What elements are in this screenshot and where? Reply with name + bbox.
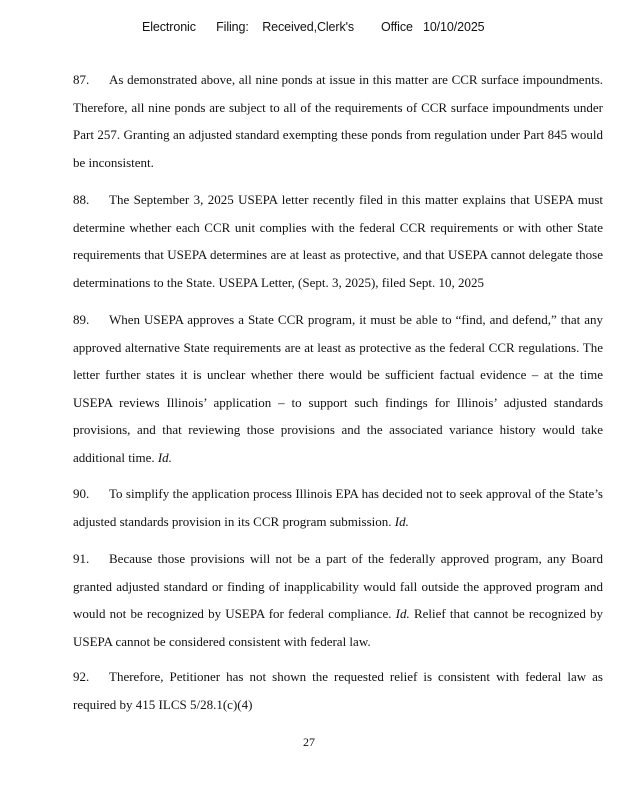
paragraph-text-continued: Relief that cannot be recognized by USEPA cannot be considered consistent with federal law. [73, 606, 604, 649]
paragraph-89 [73, 306, 603, 471]
paragraph-text: Because those provisions will not be a part of the federally approved program, any Board granted adjusted standard or finding of inapplicability would fall outside the approved program and would not be recognized by USEPA for federal compliance. [73, 551, 603, 621]
paragraph-number: 87. [73, 72, 90, 87]
paragraph-text: To simplify the application process Illinois EPA has decided not to seek approval of the State’s adjusted standards provision in its CCR program submission. [73, 486, 603, 529]
page-number: 27 [303, 735, 315, 749]
paragraph-text: As demonstrated above, all nine ponds at issue in this matter are CCR surface impoundments. Therefore, all nine ponds are subject to all of the requirements of CCR surface impoundments under Part 257. Granting an adjusted standard exempting these ponds from regulation under Part 845 would be inconsistent. [73, 72, 603, 170]
paragraph-number: 90. [73, 486, 90, 501]
citation-id: Id. [157, 449, 172, 465]
paragraph-number: 89. [73, 312, 90, 327]
paragraph-number: 92. [73, 669, 90, 684]
paragraph-text: When USEPA approves a State CCR program, it must be able to “find, and defend,” that any approved alternative State requirements are at least as protective as the federal CCR regulations. The letter further states it is unclear whether there would be sufficient factual evidence – at the time USEPA reviews Illinois’ application – to support such findings for Illinois’ adjusted standards provisions, and that reviewing those provisions and the associated variance history would take additional time. [73, 312, 603, 465]
paragraph-number: 91. [73, 551, 90, 566]
paragraph-90 [73, 480, 603, 535]
paragraph-text: Therefore, Petitioner has not shown the requested relief is consistent with federal law as required by 415 ILCS 5/28.1(c)(4) [73, 669, 603, 712]
citation-id: Id. [394, 513, 409, 529]
paragraph-text: The September 3, 2025 USEPA letter recently filed in this matter explains that USEPA must determine whether each CCR unit complies with the federal CCR requirements or with other State requirements that USEPA determines are at least as protective, and that USEPA cannot delegate those determinations to the State. USEPA Letter, (Sept. 3, 2025), filed Sept. 10, 2025 [73, 192, 603, 290]
electronic-filing-header: Electronic Filing: Received,Clerk's Office 10/10/2025 [142, 20, 485, 34]
paragraph-91 [73, 545, 603, 655]
paragraph-87 [73, 66, 603, 176]
paragraph-88 [73, 186, 603, 296]
citation-id: Id. [395, 606, 410, 621]
paragraph-number: 88. [73, 192, 90, 207]
paragraph-92 [73, 663, 603, 718]
